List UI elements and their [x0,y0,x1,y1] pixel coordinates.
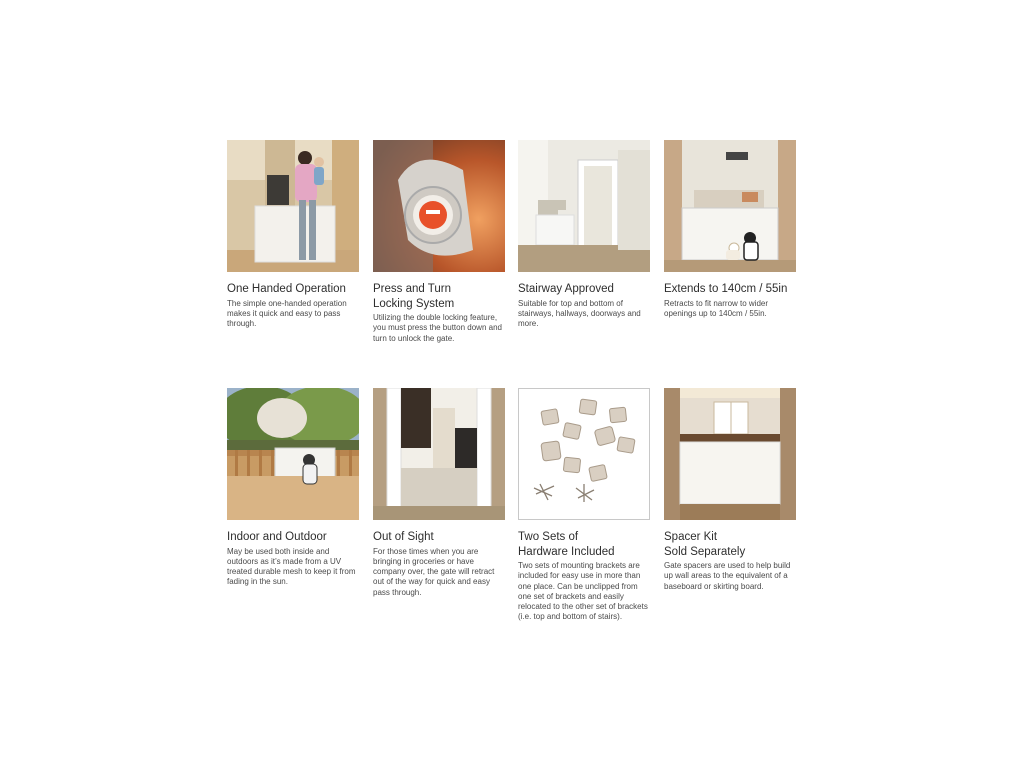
feature-card-locking-system [373,140,505,344]
feature-title: Two Sets of Hardware Included [518,531,615,558]
feature-card-hardware [518,388,650,623]
feature-description: Gate spacers are used to help build up wall areas to the equivalent of a baseboard or skirting board. [664,561,791,591]
feature-description: Utilizing the double locking feature, you must press the button down and turn to unlock the gate. [373,313,502,343]
feature-title: Spacer Kit Sold Separately [664,531,746,558]
wide-gate-with-dogs-photo [664,140,796,272]
feature-card-extends [664,140,796,319]
feature-title: One Handed Operation [227,283,346,295]
feature-description: For those times when you are bringing in groceries or have company over, the gate will retract out of the way for quick and easy pass through. [373,546,495,597]
feature-description: Two sets of mounting brackets are included for easy use in more than one place. Can be unclipped from one set of brackets and easily relocated to the other set of brackets (i.e. top and bottom of stairs). [518,561,648,622]
feature-card-one-handed [227,140,359,329]
feature-title: Extends to 140cm / 55in [664,283,788,295]
retracted-gate-in-kitchen-doorway-photo [373,388,505,520]
feature-description: May be used both inside and outdoors as it’s made from a UV treated durable mesh to keep it from fading in the sun. [227,546,356,587]
feature-title: Out of Sight [373,531,434,543]
feature-card-out-of-sight [373,388,505,598]
outdoor-deck-gate-with-dog-photo [227,388,359,520]
feature-title: Indoor and Outdoor [227,531,327,543]
feature-description: Retracts to fit narrow to wider openings up to 140cm / 55in. [664,298,769,318]
feature-description: Suitable for top and bottom of stairways, hallways, doorways and more. [518,298,641,329]
feature-title: Stairway Approved [518,283,614,295]
feature-card-spacer-kit [664,388,796,592]
mounting-brackets-hardware-photo [518,388,650,520]
feature-card-stairway [518,140,650,329]
locking-knob-closeup-photo [373,140,505,272]
feature-title: Press and Turn Locking System [373,283,455,310]
feature-card-indoor-outdoor [227,388,359,588]
gate-with-spacer-kit-photo [664,388,796,520]
gate-at-stairway-photo [518,140,650,272]
feature-description: The simple one-handed operation makes it quick and easy to pass through. [227,298,347,329]
woman-with-child-at-gate-photo [227,140,359,272]
